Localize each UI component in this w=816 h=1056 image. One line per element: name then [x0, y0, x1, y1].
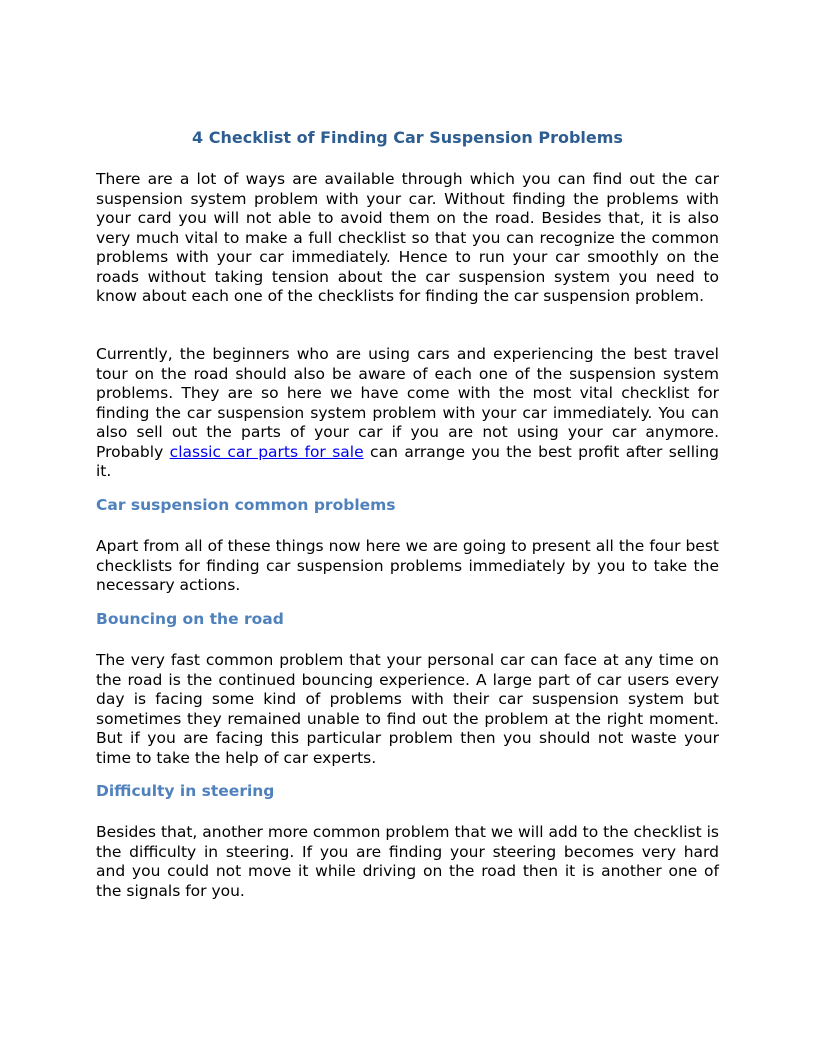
section-heading-steering: Difficulty in steering — [96, 782, 275, 800]
section-heading-bouncing: Bouncing on the road — [96, 610, 284, 628]
section-body-steering: Besides that, another more common problem that we will add to the checklist is the difficulty in steering. If you are finding your steering becomes very hard and you could not move it while driving on the road then it is another one of the signals for you. — [96, 823, 719, 900]
section-heading-common-problems: Car suspension common problems — [96, 496, 396, 514]
intro-paragraph: There are a lot of ways are available through which you can find out the car suspension system problem with your car. Without finding the problems with your card you will not able to avoid them on the road. Besides that, it is also very much vital to make a full checklist so that you can recognize the common problems with your car immediately. Hence to run your car smoothly on the roads without taking tension about the car suspension system you need to know about each one of the checklists for finding the car suspension problem. — [96, 170, 719, 305]
second-paragraph-text-start: Currently, the beginners who are using cars and experiencing the best travel tour on the road should also be aware of each one of the suspension system problems. They are so here we have come with the most vital checklist for finding the car suspension system problem with your car immediately. You can also sell out the parts of your car if you are not using your car anymore. Probably — [96, 345, 719, 461]
section-body-bouncing: The very fast common problem that your personal car can face at any time on the road is the continued bouncing experience. A large part of car users every day is facing some kind of problems with their car suspension system but sometimes they remained unable to find out the problem at the right moment. But if you are facing this particular problem then you should not waste your time to take the help of car experts. — [96, 651, 719, 767]
document-title: 4 Checklist of Finding Car Suspension Problems — [192, 128, 623, 147]
section-body-common-problems: Apart from all of these things now here we are going to present all the four best checklists for finding car suspension problems immediately by you to take the necessary actions. — [96, 537, 719, 594]
classic-car-parts-link[interactable]: classic car parts for sale — [169, 442, 364, 461]
second-paragraph-text-end: can arrange you the best profit after selling it. — [96, 442, 720, 480]
second-paragraph — [96, 345, 719, 482]
